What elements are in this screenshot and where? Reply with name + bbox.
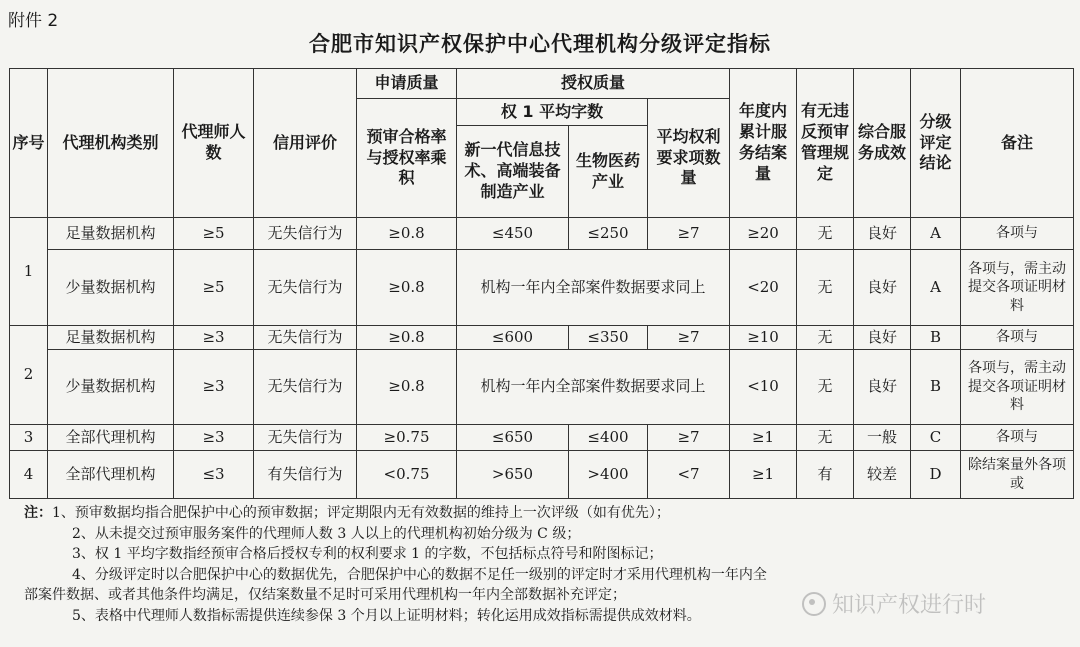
agents-cell: ≥3 [174, 326, 254, 350]
it-cell: ≤650 [457, 425, 569, 451]
table-row [10, 350, 1074, 425]
watermark-logo-icon [802, 592, 826, 616]
header-agents: 代理师人数 [174, 69, 254, 218]
agents-cell: ≥5 [174, 250, 254, 326]
grade-cell: A [911, 250, 961, 326]
category-cell: 少量数据机构 [48, 350, 174, 425]
agents-cell: ≥5 [174, 218, 254, 250]
bio-cell: ≤250 [569, 218, 648, 250]
header-seq: 序号 [10, 69, 48, 218]
bio-cell: ≤400 [569, 425, 648, 451]
credit-cell: 无失信行为 [254, 326, 357, 350]
cases-cell: ≥10 [730, 326, 797, 350]
claims-cell: <7 [648, 451, 730, 499]
watermark-text: 知识产权进行时 [832, 593, 987, 618]
category-cell: 少量数据机构 [48, 250, 174, 326]
merged-requirement-cell: 机构一年内全部案件数据要求同上 [457, 250, 730, 326]
header-grade: 分级评定结论 [911, 69, 961, 218]
seq-cell: 2 [10, 326, 48, 425]
agents-cell: ≥3 [174, 425, 254, 451]
table-row [10, 425, 1074, 451]
category-cell: 足量数据机构 [48, 326, 174, 350]
cases-cell: ≥1 [730, 451, 797, 499]
service-cell: 良好 [854, 218, 911, 250]
rate-cell: ≥0.8 [357, 350, 457, 425]
credit-cell: 无失信行为 [254, 425, 357, 451]
category-cell: 全部代理机构 [48, 425, 174, 451]
rate-cell: ≥0.8 [357, 326, 457, 350]
footnote-text: 1、预审数据均指合肥保护中心的预审数据；评定期限内无有效数据的维持上一次评级（如有优先）； [52, 505, 670, 521]
bio-cell: ≤350 [569, 326, 648, 350]
table-row [10, 218, 1074, 250]
rate-cell: <0.75 [357, 451, 457, 499]
seq-cell: 1 [10, 218, 48, 326]
footnote-3: 3、权 1 平均字数指经预审合格后授权专利的权利要求 1 的字数，不包括标点符号和附图标记； [72, 546, 663, 562]
violation-cell: 无 [797, 350, 854, 425]
header-annual-cases: 年度内累计服务结案量 [730, 69, 797, 218]
footnote-2: 2、从未提交过预审服务案件的代理师人数 3 人以上的代理机构初始分级为 C 级； [72, 525, 581, 542]
violation-cell: 无 [797, 326, 854, 350]
attachment-label: 附件 2 [8, 11, 59, 31]
credit-cell: 有失信行为 [254, 451, 357, 499]
header-biomed: 生物医药产业 [569, 126, 648, 218]
rate-cell: ≥0.8 [357, 250, 457, 326]
rate-cell: ≥0.8 [357, 218, 457, 250]
header-avg-claims: 平均权利要求项数量 [648, 99, 730, 218]
grade-cell: A [911, 218, 961, 250]
it-cell: ≤600 [457, 326, 569, 350]
header-grant-quality: 授权质量 [457, 69, 730, 99]
table-row [10, 326, 1074, 350]
table-row [10, 451, 1074, 499]
remark-cell: 各项与 [961, 218, 1074, 250]
header-credit: 信用评价 [254, 69, 357, 218]
category-cell: 足量数据机构 [48, 218, 174, 250]
credit-cell: 无失信行为 [254, 218, 357, 250]
header-apply-quality: 申请质量 [357, 69, 457, 99]
grade-cell: B [911, 350, 961, 425]
cases-cell: <10 [730, 350, 797, 425]
seq-cell: 3 [10, 425, 48, 451]
service-cell: 良好 [854, 350, 911, 425]
bio-cell: >400 [569, 451, 648, 499]
footnote-4: 4、分级评定时以合肥保护中心的数据优先，合肥保护中心的数据不足任一级别的评定时才采用代理机构一年内全 [72, 566, 767, 583]
claims-cell: ≥7 [648, 326, 730, 350]
service-cell: 良好 [854, 326, 911, 350]
cases-cell: ≥1 [730, 425, 797, 451]
header-claim1-words: 权 1 平均字数 [457, 99, 648, 126]
header-remark: 备注 [961, 69, 1074, 218]
seq-cell: 4 [10, 451, 48, 499]
header-apply-rate: 预审合格率与授权率乘积 [357, 99, 457, 218]
credit-cell: 无失信行为 [254, 250, 357, 326]
agents-cell: ≥3 [174, 350, 254, 425]
header-nextgen-it: 新一代信息技术、高端装备制造产业 [457, 126, 569, 218]
grade-cell: C [911, 425, 961, 451]
agents-cell: ≤3 [174, 451, 254, 499]
service-cell: 良好 [854, 250, 911, 326]
cases-cell: <20 [730, 250, 797, 326]
remark-cell: 各项与，需主动提交各项证明材料 [961, 250, 1074, 326]
table-row [10, 250, 1074, 326]
rate-cell: ≥0.75 [357, 425, 457, 451]
violation-cell: 无 [797, 218, 854, 250]
remark-cell: 各项与，需主动提交各项证明材料 [961, 350, 1074, 425]
it-cell: ≤450 [457, 218, 569, 250]
footnote-1 [24, 503, 1064, 524]
grade-cell: D [911, 451, 961, 499]
violation-cell: 无 [797, 250, 854, 326]
page-title: 合肥市知识产权保护中心代理机构分级评定指标 [309, 32, 771, 56]
remark-cell: 除结案量外各项或 [961, 451, 1074, 499]
remark-cell: 各项与 [961, 425, 1074, 451]
it-cell: >650 [457, 451, 569, 499]
footnote-label: 注： [24, 505, 52, 521]
service-cell: 一般 [854, 425, 911, 451]
credit-cell: 无失信行为 [254, 350, 357, 425]
service-cell: 较差 [854, 451, 911, 499]
claims-cell: ≥7 [648, 425, 730, 451]
remark-cell: 各项与 [961, 326, 1074, 350]
violation-cell: 有 [797, 451, 854, 499]
header-violation: 有无违反预审管理规定 [797, 69, 854, 218]
watermark [802, 588, 986, 619]
header-service: 综合服务成效 [854, 69, 911, 218]
violation-cell: 无 [797, 425, 854, 451]
grading-table [9, 68, 1074, 499]
header-category: 代理机构类别 [48, 69, 174, 218]
claims-cell: ≥7 [648, 218, 730, 250]
footnote-4-continued: 部案件数据、或者其他条件均满足，仅结案数量不足时可采用代理机构一年内全部数据补充评定； [24, 587, 626, 603]
footnote-5: 5、表格中代理师人数指标需提供连续参保 3 个月以上证明材料；转化运用成效指标需提供成效材料。 [72, 607, 701, 624]
cases-cell: ≥20 [730, 218, 797, 250]
category-cell: 全部代理机构 [48, 451, 174, 499]
grade-cell: B [911, 326, 961, 350]
merged-requirement-cell: 机构一年内全部案件数据要求同上 [457, 350, 730, 425]
